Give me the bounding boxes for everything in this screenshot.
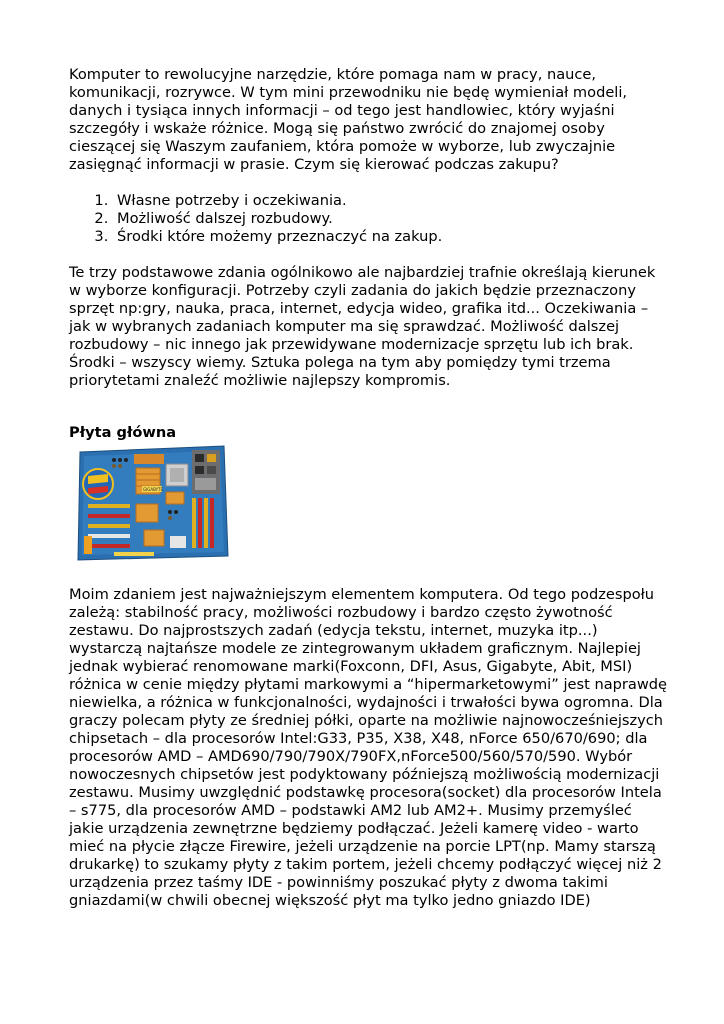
list-item: 2. Możliwość dalszej rozbudowy.: [113, 210, 669, 228]
list-item: 3. Środki które możemy przeznaczyć na zakup.: [113, 228, 669, 246]
list-item: 1. Własne potrzeby i oczekiwania.: [113, 192, 669, 210]
criteria-list: [69, 192, 669, 246]
section-heading: Płyta główna: [69, 424, 177, 441]
summary-paragraph: Te trzy podstawowe zdania ogólnikowo ale najbardziej trafnie określają kierunek w wyborze konfiguracji. Potrzeby czyli zadania do jakich będzie przeznaczony sprzęt np:gry, nauka, praca, internet, edycja wideo, grafika itd... Oczekiwania – jak w wybranych zadaniach komputer ma się sprawdzać. Możliwość dalszej rozbudowy – nic innego jak przewidywane modernizacje sprzętu lub ich brak. Środki – wszyscy wiemy. Sztuka polega na tym aby pomiędzy tymi trzema priorytetami znaleźć możliwie najlepszy kompromis.: [69, 264, 656, 389]
document-body: [69, 66, 669, 390]
motherboard-image: [74, 444, 230, 562]
motherboard-paragraph: Moim zdaniem jest najważniejszym elementem komputera. Od tego podzespołu zależą: stabilność pracy, możliwości rozbudowy i bardzo często żywotność zestawu. Do najprostszych zadań (edycja tekstu, internet, muzyka itp...) wystarczą najtańsze modele ze zintegrowanym układem graficznym. Najlepiej jednak wybierać renomowane marki(Foxconn, DFI, Asus, Gigabyte, Abit, MSI) różnica w cenie między płytami markowymi a “hipermarketowymi” jest naprawdę niewielka, a różnica w funkcjonalności, wydajności i trwałości bywa ogromna. Dla graczy polecam płyty ze średniej półki, oparte na możliwie najnowocześniejszych chipsetach – dla procesorów Intel:G33, P35, X38, X48, nForce 650/670/690; dla procesorów AMD – AMD690/790/790X/790FX,nForce500/560/570/590. Wybór nowoczesnych chipsetów jest podyktowany późniejszą możliwością modernizacji zestawu. Musimy uwzględnić podstawkę procesora(socket) dla procesorów Intela – s775, dla procesorów AMD – podstawki AM2 lub AM2+. Musimy przemyśleć jakie urządzenia zewnętrzne będziemy podłączać. Jeżeli kamerę video - warto mieć na płycie złącze Firewire, jeżeli urządzenie na porcie LPT(np. Mamy starszą drukarkę) to szukamy płyty z takim portem, jeżeli chcemy podłączyć więcej niż 2 urządzenia przez taśmy IDE - powinniśmy poszukać płyty z dwoma takimi gniazdami(w chwili obecnej większość płyt ma tylko jedno gniazdo IDE): [69, 586, 668, 909]
image-brand-text: GIGABYTE: [143, 487, 164, 492]
intro-paragraph: Komputer to rewolucyjne narzędzie, które pomaga nam w pracy, nauce, komunikacji, rozrywce. W tym mini przewodniku nie będę wymieniał modeli, danych i tysiąca innych informacji – od tego jest handlowiec, który wyjaśni szczegóły i wskaże różnice. Mogą się państwo zwrócić do znajomej osoby cieszącej się Waszym zaufaniem, która pomoże w wyborze, lub zwyczajnie zasięgnąć informacji w prasie. Czym się kierować podczas zakupu?: [69, 66, 628, 173]
